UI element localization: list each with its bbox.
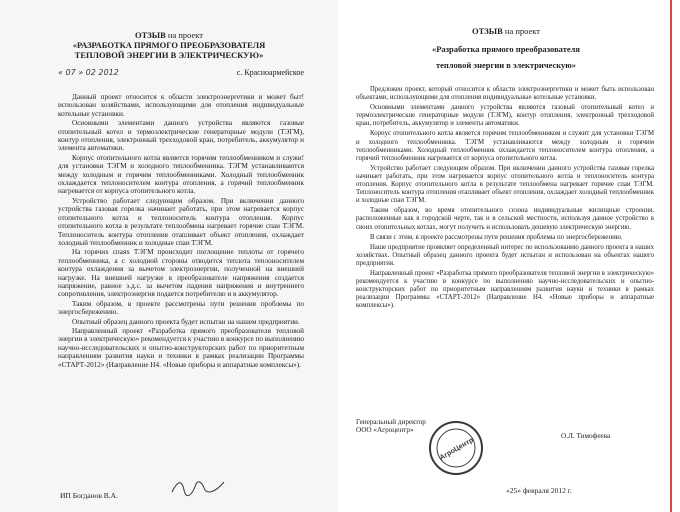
left-paragraph: Направленный проект «Разработка прямого преобразователя тепловой энергии в электрическую» рекомендуется к участию в конкурсе по выполнению научно-исследовательских и опытно-конструкторских работ по приоритетным направлениям развития науки и техники в рамках реализации Программы «СТАРТ-2012» (Направление Н4. «Новые приборы и аппаратные комплексы»).	[58, 326, 305, 369]
left-project-line1: «РАЗРАБОТКА ПРЯМОГО ПРЕОБРАЗОВАТЕЛЯ	[72, 40, 266, 50]
right-paragraph: Предложен проект, который относится к области электроэнергетики и может быть использован объектами, использующими для отопления индивидуальные котельные установки.	[356, 86, 654, 102]
left-paragraph: Опытный образец данного проекта будет испытан на нашем предприятии.	[72, 317, 300, 326]
left-date: « 07 » 02 2012	[58, 68, 119, 77]
left-title-word: ОТЗЫВ	[134, 30, 166, 40]
left-signature-line	[60, 491, 310, 500]
left-paragraph: Устройство работает следующим образом. При включении данного устройства газовая горелка начинает работать, при этом нагревается корпус отопительного котла и теплоноситель контура отопления. Корпус отопительного котла в результате теплообмена нагревает горячие спаи ТЭГМ. Теплоноситель контура отопления отапливает объект отопления, охлаждает холодный теплообменник и холодные спаи ТЭГМ.	[58, 196, 304, 247]
right-letter	[346, 0, 666, 512]
company-stamp	[428, 420, 484, 476]
left-project-line2: ТЕПЛОВОЙ ЭНЕРГИИ В ЭЛЕКТРИЧЕСКУЮ»	[74, 50, 264, 60]
left-paragraph: Основными элементами данного устройства являются газовые отопительный котел и термоэлектрические генераторные модули (ТЭГМ), контур отопления, электронный трехходовой кран, потребитель, аккумулятор и элемента автоматики.	[58, 119, 304, 153]
left-signer: ИП Богданов В.А.	[60, 491, 118, 500]
left-letter-meta	[58, 68, 304, 77]
right-paragraph: Основными элементами данного устройства являются газовый отопительный котел и термоэлектрические генераторные модули (ТЭГМ), контур отопления, электронный трехходовой кран, потребитель, аккумулятор и элементы автоматики.	[356, 104, 654, 128]
red-edge-rule	[670, 0, 672, 512]
left-title-rest: на проект	[165, 30, 204, 40]
left-paragraph: Корпус отопительного котла является горячим теплообменником и служи! для установки ТЭГМ и холодного теплообменника. ТЭГМ устанавливаются между холодным и горячим теплообменниками. Холодный теплообменник охлаждается теплоносителем контура отопления, а горячий теплообменник нагревается от корпуса отопительного котла.	[58, 153, 304, 196]
right-project-line1: «Разработка прямого преобразователя	[431, 44, 581, 54]
left-paragraph: Таким образом, в проекте рассмотрены пути решения проблемы по энергосбережению.	[58, 299, 304, 317]
right-project-line2: тепловой энергии в электрическую»	[435, 60, 577, 70]
left-paragraph: На горячих спаях ТЭГМ происходит поглощение теплоты от горячего теплообменника, а с холодной стороны отводится теплота теплоносителем контура охлаждения за вычетом электроэнергии, полученной на внешней нагрузке. На внешней нагрузке в преобразователе напряжения создается напряжение, равное э.д.с. за вычетом падения напряжения и внутреннего сопротивления, электроэнергия подается потребителю и в аккумулятор.	[58, 248, 304, 299]
right-signature-block	[356, 418, 656, 440]
left-place: с. Красноармейское	[236, 68, 304, 77]
right-paragraph: Наше предприятие проявляет определенный интерес по использованию данного проекта в наших хозяйствах. Опытный образец данного проекта будет испытан и использован на объектах нашего предприятия.	[356, 243, 654, 267]
left-paragraph: Данный проект относится к области электроэнергетики и может быт! использован хозяйствами, использующими для отопления индивидуальные котельные установки.	[58, 93, 304, 118]
right-signer-name: О.Л. Тимофеева	[561, 432, 611, 440]
right-paragraph: Устройство работает следующим образом. При включении данного устройства газовая горелка начинает работать, при этом нагревается корпус отопительного котла и теплоноситель контура отопления. Корпус отопительного котла в результате теплообмена нагревает горячие спаи ТЭГМ. Теплоноситель контура отопления отапливает объект отопления, охлаждает холодный теплообменник и холодные спаи ТЭГМ.	[356, 164, 654, 205]
right-paragraph: Корпус отопительного котла является горячим теплообменником и служит для установки ТЭГМ и холодного теплообменника. ТЭГМ устанавливаются между холодным и горячим теплообменниками. Холодный теплообменник охлаждается теплоносителем контура отопления, а горячий теплообменник нагревается от корпуса отопительного котла.	[356, 130, 654, 162]
right-paragraph: В связи с этим, в проекте рассмотрены пути решения проблемы по энергосбережению.	[370, 233, 623, 241]
right-title-word: ОТЗЫВ	[471, 26, 503, 36]
right-date: «25» февраля 2012 г.	[506, 486, 572, 495]
left-letter-body	[0, 77, 338, 369]
right-letter-header	[346, 0, 666, 70]
left-letter	[0, 0, 338, 512]
svg-text:АгроЦентр: АгроЦентр	[438, 436, 475, 462]
left-letter-header	[30, 0, 308, 60]
right-signer-title1: Генеральный директор	[356, 418, 426, 426]
right-paragraph: Направленный проект «Разработка прямого преобразователя тепловой энергии в электрическую» рекомендуется к участию в конкурсе по выполнению научно-исследовательских и опытно-конструкторских работ по приоритетным направлениям развития науки и техники в рамках реализации Программы «СТАРТ-2012» (Направление Н4. «Новые приборы и аппаратные комплексы»).	[356, 269, 654, 310]
right-signer-title2: ООО «Агроцентр»	[356, 426, 414, 435]
right-letter-body	[346, 70, 666, 310]
right-title-rest: на проект	[502, 26, 541, 36]
right-paragraph: Таким образом, во время отопительного сезона индивидуальные жилищные строения, расположенные как в городской черте, так и в сельской местности, используя данное устройство в своих отопительных котлах, могут получить и использовать дешевую электрическую энергию.	[356, 207, 654, 231]
